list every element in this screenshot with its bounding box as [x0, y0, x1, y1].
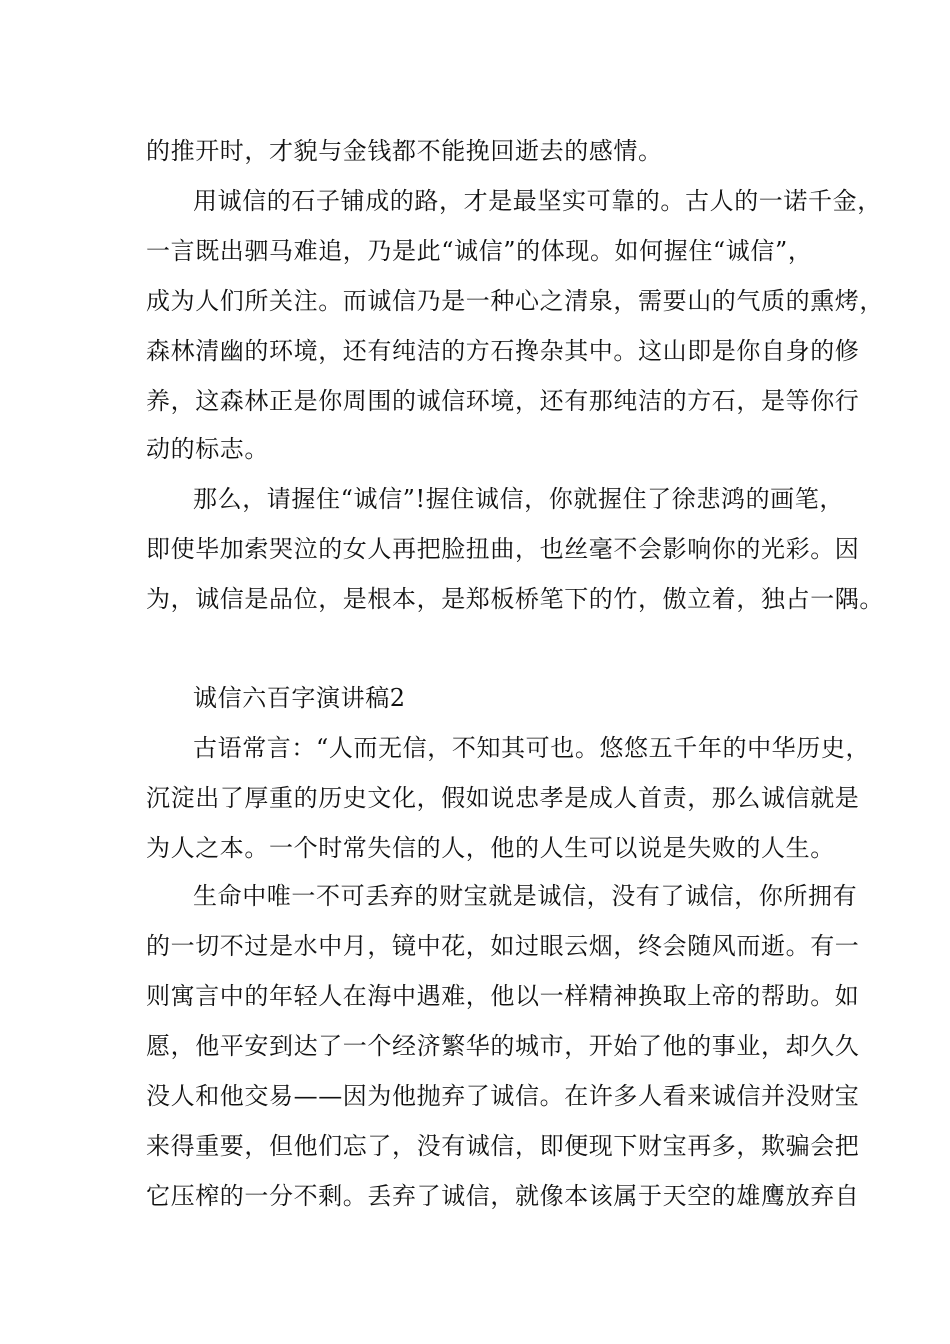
paragraph-line: 没人和他交易——因为他抛弃了诚信。在许多人看来诚信并没财宝 [146, 1082, 860, 1110]
section-title: 诚信六百字演讲稿2 [193, 684, 406, 712]
paragraph-line: 愿，他平安到达了一个经济繁华的城市，开始了他的事业，却久久 [146, 1032, 860, 1060]
paragraph-line: 则寓言中的年轻人在海中遇难，他以一样精神换取上帝的帮助。如 [146, 982, 860, 1010]
paragraph-line: 动的标志。 [146, 435, 269, 463]
paragraph-line: 为人之本。一个时常失信的人，他的人生可以说是失败的人生。 [146, 834, 835, 862]
paragraph-line: 生命中唯一不可丢弃的财宝就是诚信，没有了诚信，你所拥有 [193, 882, 858, 910]
paragraph-line: 它压榨的一分不剩。丢弃了诚信，就像本该属于天空的雄鹰放弃自 [146, 1182, 860, 1210]
paragraph-line: 沉淀出了厚重的历史文化，假如说忠孝是成人首责，那么诚信就是 [146, 784, 860, 812]
paragraph-line: 来得重要，但他们忘了，没有诚信，即便现下财宝再多，欺骗会把 [146, 1132, 860, 1160]
paragraph-line: 那么，请握住“诚信”!握住诚信，你就握住了徐悲鸿的画笔， [193, 485, 844, 513]
paragraph-line: 一言既出驷马难追，乃是此“诚信”的体现。如何握住“诚信”， [146, 237, 813, 265]
paragraph-line: 用诚信的石子铺成的路，才是最坚实可靠的。古人的一诺千金， [193, 187, 882, 215]
paragraph-line: 的一切不过是水中月，镜中花，如过眼云烟，终会随风而逝。有一 [146, 932, 860, 960]
paragraph-line: 古语常言：“人而无信，不知其可也。悠悠五千年的中华历史， [193, 734, 871, 762]
paragraph-line: 即使毕加索哭泣的女人再把脸扭曲，也丝毫不会影响你的光彩。因 [146, 535, 860, 563]
paragraph-line: 养，这森林正是你周围的诚信环境，还有那纯洁的方石，是等你行 [146, 387, 860, 415]
paragraph-line: 为，诚信是品位，是根本，是郑板桥笔下的竹，傲立着，独占一隅。 [146, 585, 884, 613]
paragraph-line: 森林清幽的环境，还有纯洁的方石搀杂其中。这山即是你自身的修 [146, 337, 860, 365]
paragraph-line: 成为人们所关注。而诚信乃是一种心之清泉，需要山的气质的熏烤， [146, 287, 884, 315]
text-line: 的推开时，才貌与金钱都不能挽回逝去的感情。 [146, 137, 663, 165]
